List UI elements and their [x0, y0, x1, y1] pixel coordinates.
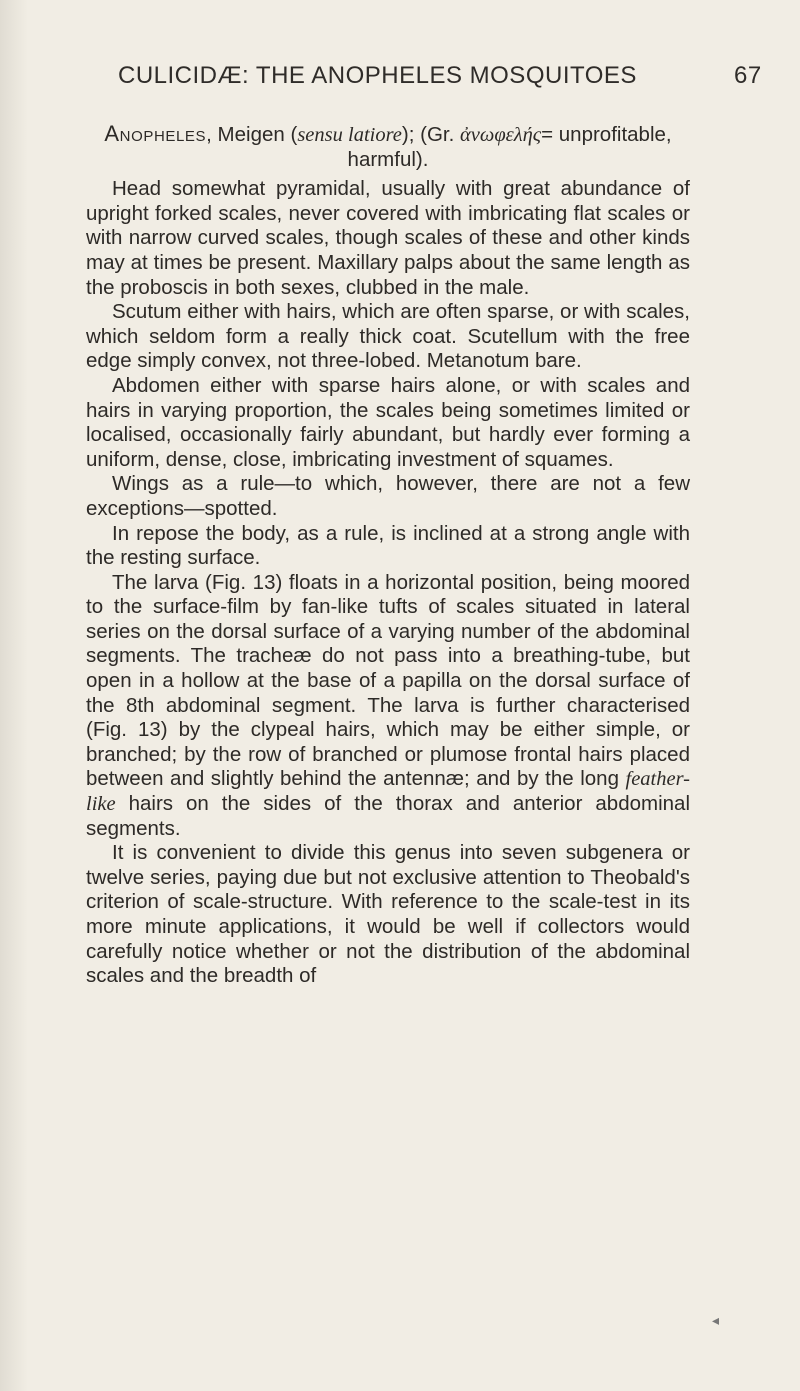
paragraph-scutum: Scutum either with hairs, which are often sparse, or with scales, which seldom form a really thick coat. Scutellum with the free edge simply convex, not three-lobed. Metanotum bare.	[86, 300, 690, 373]
larva-main-text: The larva (Fig. 13) floats in a horizontal position, being moored to the surface-film by fan-like tufts of scales situated in lateral series on the dorsal surface of a varying number of the abdominal segments. The tracheæ do not pass into a breathing-tube, but open in a hollow at the base of a papilla on the dorsal surface of the 8th abdominal segment. The larva is further characterised (Fig. 13) by the clypeal hairs, which may be either simple, or branched; by the row of branched or plumose frontal hairs placed between and slightly behind the antennæ; and by the long	[86, 570, 690, 791]
paragraph-larva	[86, 571, 690, 842]
paragraph-wings: Wings as a rule—to which, however, there are not a few exceptions—spotted.	[86, 472, 690, 520]
paragraph-head: Head somewhat pyramidal, usually with great abundance of upright forked scales, never covered with imbricating flat scales or with narrow curved scales, though scales of these and other kinds may at times be present. Maxillary palps about the same length as the proboscis in both sexes, clubbed in the male.	[86, 177, 690, 299]
genus-gloss: = unprofitable, harmful).	[347, 123, 672, 171]
page-gutter-shadow	[0, 0, 28, 1391]
genus-greek: ἀνωφελής	[459, 124, 542, 146]
genus-heading	[86, 122, 690, 172]
larva-italic-text: feather-like	[86, 768, 690, 816]
genus-author: , Meigen (	[206, 123, 298, 146]
genus-sense: sensu latiore	[297, 124, 402, 146]
genus-name: Anopheles	[104, 121, 207, 146]
running-head-title: CULICIDÆ: THE ANOPHELES MOSQUITOES	[118, 62, 637, 89]
page-marker-icon: ◂	[712, 1313, 720, 1329]
body-text	[86, 122, 690, 989]
larva-tail-text: hairs on the sides of the thorax and anterior abdominal segments.	[86, 792, 690, 840]
page-number: 67	[734, 62, 762, 89]
paragraph-repose: In repose the body, as a rule, is inclined at a strong angle with the resting surface.	[86, 521, 690, 570]
paragraph-subgenera: It is convenient to divide this genus into seven subgenera or twelve series, paying due but not exclusive attention to Theobald's criterion of scale-structure. With reference to the scale-test in its more minute applications, it would be well if collectors would carefully notice whether or not the distribution of the abdominal scales and the breadth of	[86, 841, 690, 988]
paragraph-abdomen: Abdomen either with sparse hairs alone, or with scales and hairs in varying proportion, the scales being sometimes limited or localised, occasionally fairly abundant, but hardly ever forming a uniform, dense, close, imbricating investment of squames.	[86, 373, 690, 471]
genus-after-sense: ); (Gr.	[401, 123, 460, 146]
